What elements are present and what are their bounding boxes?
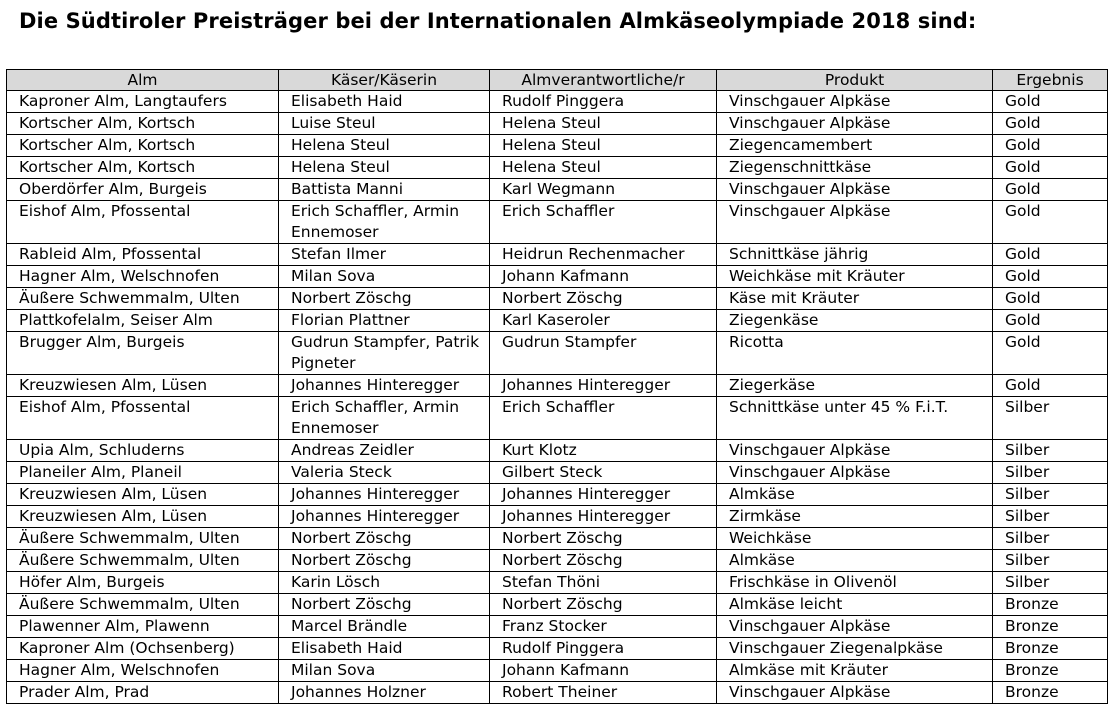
- cell-kaeser: Florian Plattner: [279, 310, 490, 332]
- cell-produkt: Almkäse: [717, 484, 993, 506]
- cell-kaeser: Elisabeth Haid: [279, 91, 490, 113]
- cell-produkt: Vinschgauer Alpkäse: [717, 91, 993, 113]
- cell-produkt: Vinschgauer Alpkäse: [717, 179, 993, 201]
- cell-almverantwortliche: Heidrun Rechenmacher: [490, 244, 717, 266]
- table-row: [7, 266, 1108, 288]
- table-row: [7, 682, 1108, 704]
- cell-kaeser: Norbert Zöschg: [279, 550, 490, 572]
- cell-produkt: Vinschgauer Alpkäse: [717, 462, 993, 484]
- cell-almverantwortliche: Helena Steul: [490, 135, 717, 157]
- table-row: [7, 157, 1108, 179]
- cell-almverantwortliche: Gudrun Stampfer: [490, 332, 717, 375]
- table-row: [7, 201, 1108, 244]
- cell-ergebnis: Silber: [993, 440, 1108, 462]
- cell-kaeser: Milan Sova: [279, 660, 490, 682]
- cell-almverantwortliche: Helena Steul: [490, 157, 717, 179]
- cell-produkt: Weichkäse mit Kräuter: [717, 266, 993, 288]
- cell-kaeser: Valeria Steck: [279, 462, 490, 484]
- cell-ergebnis: Silber: [993, 397, 1108, 440]
- cell-produkt: Schnittkäse jährig: [717, 244, 993, 266]
- cell-ergebnis: Silber: [993, 484, 1108, 506]
- table-row: [7, 528, 1108, 550]
- table-header-row: [7, 70, 1108, 91]
- cell-ergebnis: Silber: [993, 506, 1108, 528]
- cell-ergebnis: Gold: [993, 135, 1108, 157]
- cell-ergebnis: Gold: [993, 310, 1108, 332]
- cell-ergebnis: Gold: [993, 113, 1108, 135]
- column-header-almverantwortliche: Almverantwortliche/r: [490, 70, 717, 91]
- column-header-alm: Alm: [7, 70, 279, 91]
- table-body: [7, 91, 1108, 704]
- cell-almverantwortliche: Rudolf Pinggera: [490, 91, 717, 113]
- cell-kaeser: Johannes Hinteregger: [279, 375, 490, 397]
- table-row: [7, 288, 1108, 310]
- table-row: [7, 310, 1108, 332]
- cell-almverantwortliche: Helena Steul: [490, 113, 717, 135]
- table-row: [7, 550, 1108, 572]
- cell-alm: Hagner Alm, Welschnofen: [7, 660, 279, 682]
- table-row: [7, 484, 1108, 506]
- cell-almverantwortliche: Johannes Hinteregger: [490, 506, 717, 528]
- cell-almverantwortliche: Kurt Klotz: [490, 440, 717, 462]
- cell-alm: Kreuzwiesen Alm, Lüsen: [7, 484, 279, 506]
- cell-kaeser: Karin Lösch: [279, 572, 490, 594]
- cell-kaeser: Erich Schaffler, Armin Ennemoser: [279, 201, 490, 244]
- cell-almverantwortliche: Norbert Zöschg: [490, 528, 717, 550]
- cell-ergebnis: Gold: [993, 179, 1108, 201]
- cell-alm: Prader Alm, Prad: [7, 682, 279, 704]
- cell-ergebnis: Gold: [993, 157, 1108, 179]
- cell-alm: Eishof Alm, Pfossental: [7, 397, 279, 440]
- cell-alm: Eishof Alm, Pfossental: [7, 201, 279, 244]
- cell-alm: Äußere Schwemmalm, Ulten: [7, 528, 279, 550]
- cell-almverantwortliche: Stefan Thöni: [490, 572, 717, 594]
- cell-almverantwortliche: Karl Wegmann: [490, 179, 717, 201]
- cell-kaeser: Helena Steul: [279, 157, 490, 179]
- cell-alm: Höfer Alm, Burgeis: [7, 572, 279, 594]
- cell-kaeser: Johannes Hinteregger: [279, 484, 490, 506]
- cell-produkt: Vinschgauer Alpkäse: [717, 201, 993, 244]
- cell-produkt: Ziegencamembert: [717, 135, 993, 157]
- column-header-produkt: Produkt: [717, 70, 993, 91]
- cell-ergebnis: Gold: [993, 266, 1108, 288]
- cell-almverantwortliche: Karl Kaseroler: [490, 310, 717, 332]
- cell-almverantwortliche: Robert Theiner: [490, 682, 717, 704]
- cell-produkt: Vinschgauer Alpkäse: [717, 440, 993, 462]
- table-row: [7, 506, 1108, 528]
- cell-almverantwortliche: Norbert Zöschg: [490, 288, 717, 310]
- cell-almverantwortliche: Johann Kafmann: [490, 266, 717, 288]
- table-row: [7, 135, 1108, 157]
- cell-alm: Kaproner Alm (Ochsenberg): [7, 638, 279, 660]
- cell-alm: Kaproner Alm, Langtaufers: [7, 91, 279, 113]
- table-row: [7, 113, 1108, 135]
- cell-produkt: Ziegerkäse: [717, 375, 993, 397]
- cell-kaeser: Norbert Zöschg: [279, 528, 490, 550]
- cell-ergebnis: Gold: [993, 244, 1108, 266]
- cell-produkt: Vinschgauer Ziegenalpkäse: [717, 638, 993, 660]
- cell-almverantwortliche: Johann Kafmann: [490, 660, 717, 682]
- table-row: [7, 91, 1108, 113]
- table-row: [7, 462, 1108, 484]
- cell-ergebnis: Gold: [993, 288, 1108, 310]
- cell-kaeser: Gudrun Stampfer, Patrik Pigneter: [279, 332, 490, 375]
- cell-ergebnis: Gold: [993, 201, 1108, 244]
- cell-kaeser: Stefan Ilmer: [279, 244, 490, 266]
- cell-produkt: Zirmkäse: [717, 506, 993, 528]
- cell-produkt: Almkäse: [717, 550, 993, 572]
- table-row: [7, 244, 1108, 266]
- cell-alm: Äußere Schwemmalm, Ulten: [7, 550, 279, 572]
- table-row: [7, 332, 1108, 375]
- cell-alm: Rableid Alm, Pfossental: [7, 244, 279, 266]
- cell-almverantwortliche: Rudolf Pinggera: [490, 638, 717, 660]
- cell-kaeser: Helena Steul: [279, 135, 490, 157]
- cell-alm: Kreuzwiesen Alm, Lüsen: [7, 375, 279, 397]
- table-row: [7, 375, 1108, 397]
- cell-ergebnis: Silber: [993, 550, 1108, 572]
- cell-produkt: Almkäse leicht: [717, 594, 993, 616]
- cell-almverantwortliche: Erich Schaffler: [490, 397, 717, 440]
- cell-almverantwortliche: Johannes Hinteregger: [490, 484, 717, 506]
- cell-alm: Plawenner Alm, Plawenn: [7, 616, 279, 638]
- cell-ergebnis: Bronze: [993, 638, 1108, 660]
- cell-almverantwortliche: Erich Schaffler: [490, 201, 717, 244]
- cell-kaeser: Erich Schaffler, Armin Ennemoser: [279, 397, 490, 440]
- cell-produkt: Ziegenkäse: [717, 310, 993, 332]
- cell-kaeser: Battista Manni: [279, 179, 490, 201]
- cell-ergebnis: Bronze: [993, 682, 1108, 704]
- cell-kaeser: Luise Steul: [279, 113, 490, 135]
- cell-produkt: Vinschgauer Alpkäse: [717, 616, 993, 638]
- cell-almverantwortliche: Norbert Zöschg: [490, 550, 717, 572]
- cell-alm: Oberdörfer Alm, Burgeis: [7, 179, 279, 201]
- cell-kaeser: Milan Sova: [279, 266, 490, 288]
- cell-produkt: Ziegenschnittkäse: [717, 157, 993, 179]
- cell-almverantwortliche: Gilbert Steck: [490, 462, 717, 484]
- cell-produkt: Vinschgauer Alpkäse: [717, 682, 993, 704]
- table-row: [7, 594, 1108, 616]
- results-table: [6, 69, 1108, 704]
- cell-ergebnis: Bronze: [993, 594, 1108, 616]
- cell-alm: Äußere Schwemmalm, Ulten: [7, 594, 279, 616]
- cell-alm: Kortscher Alm, Kortsch: [7, 135, 279, 157]
- cell-alm: Kortscher Alm, Kortsch: [7, 113, 279, 135]
- cell-produkt: Vinschgauer Alpkäse: [717, 113, 993, 135]
- table-row: [7, 572, 1108, 594]
- cell-ergebnis: Gold: [993, 375, 1108, 397]
- cell-alm: Upia Alm, Schluderns: [7, 440, 279, 462]
- cell-kaeser: Johannes Hinteregger: [279, 506, 490, 528]
- cell-ergebnis: Bronze: [993, 616, 1108, 638]
- table-row: [7, 397, 1108, 440]
- cell-ergebnis: Silber: [993, 572, 1108, 594]
- cell-kaeser: Marcel Brändle: [279, 616, 490, 638]
- cell-produkt: Schnittkäse unter 45 % F.i.T.: [717, 397, 993, 440]
- cell-produkt: Almkäse mit Kräuter: [717, 660, 993, 682]
- cell-produkt: Ricotta: [717, 332, 993, 375]
- cell-alm: Brugger Alm, Burgeis: [7, 332, 279, 375]
- cell-almverantwortliche: Johannes Hinteregger: [490, 375, 717, 397]
- cell-kaeser: Elisabeth Haid: [279, 638, 490, 660]
- cell-kaeser: Norbert Zöschg: [279, 594, 490, 616]
- table-row: [7, 616, 1108, 638]
- cell-almverantwortliche: Norbert Zöschg: [490, 594, 717, 616]
- cell-produkt: Käse mit Kräuter: [717, 288, 993, 310]
- cell-almverantwortliche: Franz Stocker: [490, 616, 717, 638]
- cell-kaeser: Norbert Zöschg: [279, 288, 490, 310]
- cell-ergebnis: Gold: [993, 91, 1108, 113]
- table-row: [7, 638, 1108, 660]
- table-row: [7, 440, 1108, 462]
- column-header-ergebnis: Ergebnis: [993, 70, 1108, 91]
- cell-alm: Planeiler Alm, Planeil: [7, 462, 279, 484]
- cell-produkt: Frischkäse in Olivenöl: [717, 572, 993, 594]
- cell-ergebnis: Silber: [993, 462, 1108, 484]
- column-header-kaeser: Käser/Käserin: [279, 70, 490, 91]
- cell-kaeser: Andreas Zeidler: [279, 440, 490, 462]
- table-row: [7, 660, 1108, 682]
- table-row: [7, 179, 1108, 201]
- cell-kaeser: Johannes Holzner: [279, 682, 490, 704]
- page-title: Die Südtiroler Preisträger bei der Internationalen Almkäseolympiade 2018 sind:: [19, 9, 977, 33]
- cell-produkt: Weichkäse: [717, 528, 993, 550]
- cell-alm: Plattkofelalm, Seiser Alm: [7, 310, 279, 332]
- cell-alm: Kreuzwiesen Alm, Lüsen: [7, 506, 279, 528]
- cell-alm: Äußere Schwemmalm, Ulten: [7, 288, 279, 310]
- cell-ergebnis: Silber: [993, 528, 1108, 550]
- cell-alm: Kortscher Alm, Kortsch: [7, 157, 279, 179]
- cell-alm: Hagner Alm, Welschnofen: [7, 266, 279, 288]
- cell-ergebnis: Bronze: [993, 660, 1108, 682]
- cell-ergebnis: Gold: [993, 332, 1108, 375]
